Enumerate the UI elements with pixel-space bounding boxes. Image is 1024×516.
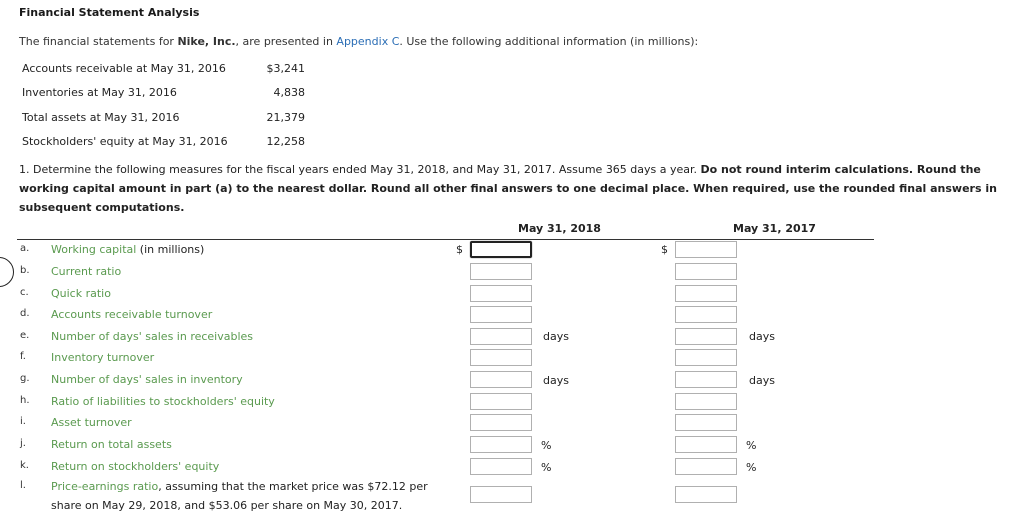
working-capital-2017-input[interactable] (675, 241, 737, 258)
measure-label-days-sales-receivables: Number of days' sales in receivables (51, 330, 254, 343)
info-value: 4,838 (273, 86, 305, 99)
unit-label: days (543, 330, 569, 343)
intro-text (19, 35, 698, 48)
question-instructions: 1. Determine the following measures for the fiscal years ended May 31, 2018, and May 31, 2017. Assume 365 days a year. (19, 163, 701, 176)
return-equity-2018-input[interactable] (470, 458, 532, 475)
ar-turnover-2017-input[interactable] (675, 306, 737, 323)
measure-note-continued (51, 499, 402, 512)
column-header-2017: May 31, 2017 (733, 222, 816, 235)
liabilities-equity-2017-input[interactable] (675, 393, 737, 410)
measure-label-price-earnings (51, 480, 428, 493)
row-letter: l. (20, 480, 26, 491)
question-text (19, 160, 1023, 217)
intro-mid: , are presented in (235, 35, 337, 48)
info-label: Inventories at May 31, 2016 (22, 86, 177, 99)
row-marker-circle (0, 257, 14, 287)
measure-label-return-on-equity: Return on stockholders' equity (51, 460, 220, 473)
row-letter: c. (20, 287, 29, 298)
row-letter: j. (20, 438, 26, 449)
row-letter: f. (20, 351, 26, 362)
row-letter: k. (20, 460, 29, 471)
row-letter: b. (20, 265, 30, 276)
page-title: Financial Statement Analysis (19, 6, 200, 19)
price-earnings-2017-input[interactable] (675, 486, 737, 503)
measure-note: , assuming that the market price was $72.12 per (158, 480, 428, 493)
info-value: $3,241 (266, 62, 305, 75)
row-letter: h. (20, 395, 30, 406)
currency-symbol: $ (456, 243, 463, 256)
row-letter: d. (20, 308, 30, 319)
question-rounding-rules: Do not round interim calculations. Round the working capital amount in part (a) to the nearest dollar. Round all other final answers to one decimal place. When required, use the rounded final answers in subsequent computations. (19, 163, 997, 214)
intro-suffix: . Use the following additional information (in millions): (399, 35, 699, 48)
current-ratio-2018-input[interactable] (470, 263, 532, 280)
measure-note-line2: share on May 29, 2018, and $53.06 per share on May 30, 2017. (51, 499, 403, 512)
header-divider (17, 239, 874, 240)
ar-turnover-2018-input[interactable] (470, 306, 532, 323)
measure-label-working-capital (51, 243, 204, 256)
measure-label-days-sales-inventory: Number of days' sales in inventory (51, 373, 243, 386)
days-inventory-2017-input[interactable] (675, 371, 737, 388)
unit-label: % (541, 461, 552, 474)
measure-label-return-on-assets: Return on total assets (51, 438, 172, 451)
quick-ratio-2017-input[interactable] (675, 285, 737, 302)
info-label: Stockholders' equity at May 31, 2016 (22, 135, 228, 148)
unit-label: days (749, 330, 775, 343)
unit-label: % (541, 439, 552, 452)
row-letter: i. (20, 416, 26, 427)
working-capital-2018-input[interactable] (470, 241, 532, 258)
measure-label-asset-turnover: Asset turnover (51, 416, 132, 429)
row-letter: e. (20, 330, 30, 341)
row-letter: g. (20, 373, 30, 384)
current-ratio-2017-input[interactable] (675, 263, 737, 280)
row-letter: a. (20, 243, 30, 254)
measure-name: Working capital (51, 243, 137, 256)
days-receivables-2018-input[interactable] (470, 328, 532, 345)
measure-label-liabilities-to-equity: Ratio of liabilities to stockholders' equity (51, 395, 275, 408)
price-earnings-2018-input[interactable] (470, 486, 532, 503)
info-label: Total assets at May 31, 2016 (22, 111, 180, 124)
measure-label-quick-ratio: Quick ratio (51, 287, 111, 300)
unit-label: % (746, 461, 757, 474)
info-value: 21,379 (266, 111, 305, 124)
info-value: 12,258 (266, 135, 305, 148)
quick-ratio-2018-input[interactable] (470, 285, 532, 302)
measure-name: Price-earnings ratio (51, 480, 159, 493)
currency-symbol: $ (661, 243, 668, 256)
return-equity-2017-input[interactable] (675, 458, 737, 475)
inventory-turnover-2017-input[interactable] (675, 349, 737, 366)
measure-label-inventory-turnover: Inventory turnover (51, 351, 155, 364)
return-assets-2017-input[interactable] (675, 436, 737, 453)
return-assets-2018-input[interactable] (470, 436, 532, 453)
liabilities-equity-2018-input[interactable] (470, 393, 532, 410)
appendix-link[interactable]: Appendix C (336, 35, 400, 48)
measure-label-current-ratio: Current ratio (51, 265, 122, 278)
info-label: Accounts receivable at May 31, 2016 (22, 62, 226, 75)
asset-turnover-2018-input[interactable] (470, 414, 532, 431)
measure-label-ar-turnover: Accounts receivable turnover (51, 308, 213, 321)
measure-note: (in millions) (136, 243, 205, 256)
column-header-2018: May 31, 2018 (518, 222, 601, 235)
days-inventory-2018-input[interactable] (470, 371, 532, 388)
inventory-turnover-2018-input[interactable] (470, 349, 532, 366)
asset-turnover-2017-input[interactable] (675, 414, 737, 431)
intro-prefix: The financial statements for (19, 35, 178, 48)
days-receivables-2017-input[interactable] (675, 328, 737, 345)
unit-label: % (746, 439, 757, 452)
unit-label: days (543, 374, 569, 387)
unit-label: days (749, 374, 775, 387)
company-name: Nike, Inc. (177, 35, 236, 48)
